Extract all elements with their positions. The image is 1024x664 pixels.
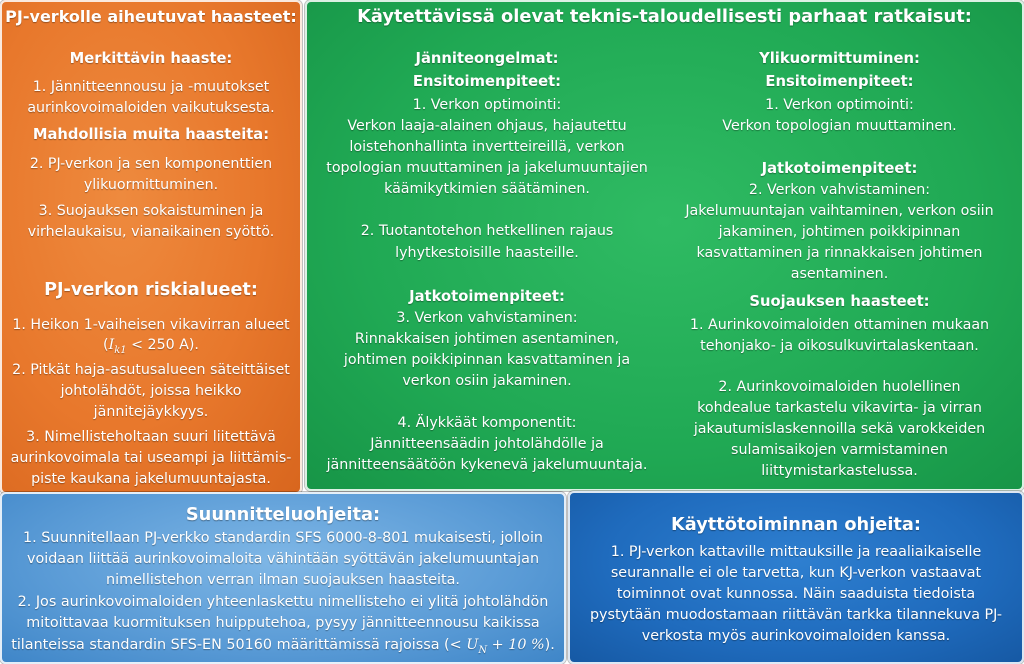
solutions-title: Käytettävissä olevat teknis-taloudellisesti parhaat ratkaisut: [357, 6, 972, 27]
voltage-line: lyhytkestoisille haasteille. [395, 245, 579, 261]
other-line: 2. PJ-verkon ja sen komponenttien [29, 156, 273, 172]
overload-line: asentaminen. [790, 266, 889, 282]
design-line: 1. Suunnitellaan PJ-verkko standardin SFS 6000-8-801 mukaisesti, jolloin [22, 530, 544, 546]
voltage-line: verkon osiin jakaminen. [402, 373, 572, 389]
overload-line: 2. Verkon vahvistaminen: [748, 182, 931, 198]
protection-line: 2. Aurinkovoimaloiden huolellinen [718, 379, 961, 395]
protection-line: tehonjako- ja oikosulkuvirtalaskentaan. [700, 338, 979, 354]
voltage-heading: Jänniteongelmat: [415, 50, 559, 67]
operation-title: Käyttötoiminnan ohjeita: [671, 515, 921, 535]
protection-line: kohdealue tarkastelu vikavirta- ja virran [697, 400, 982, 416]
risk-line: aurinkovoimala tai useampi ja liittämis- [10, 450, 292, 466]
voltage-column [307, 2, 667, 489]
voltage-line: 3. Verkon vahvistaminen: [396, 310, 578, 326]
risk-line: jännitejäykkyys. [93, 404, 209, 420]
risk-line: 2. Pitkät haja-asutusalueen säteittäiset [12, 362, 290, 378]
design-last-text: tilanteissa standardin SFS-EN 50160 määrittämissä rajoissa (< [11, 637, 467, 653]
operation-panel [568, 491, 1024, 664]
risk-line: piste kaukana jakelumuuntajasta. [31, 471, 271, 487]
voltage-further-heading: Jatkotoimenpiteet: [409, 288, 565, 305]
significant-heading: Merkittävin haaste: [69, 50, 233, 67]
design-line: voidaan liittää aurinkovoimaloita vähintään syöttävän jakelumuuntajan [26, 551, 540, 567]
voltage-line: jännitteensäätöön kykenevä jakelumuuntaja. [326, 457, 648, 473]
overload-heading: Ylikuormittuminen: [759, 50, 920, 67]
design-line: 2. Jos aurinkovoimaloiden yhteenlaskettu nimellisteho ei ylitä johtolähdön [17, 594, 549, 610]
operation-line: toiminnot ovat kunnossa. Näin saaduista tiedoista [616, 586, 976, 602]
other-heading: Mahdollisia muita haasteita: [32, 126, 270, 143]
challenges-title: PJ-verkolle aiheutuvat haasteet: [5, 7, 297, 26]
risk-line: johtolähdöt, joissa heikko [60, 383, 242, 399]
protection-line: jakautumislaskennoilla sekä varokkeiden [693, 421, 986, 437]
risk-line-formula [2, 335, 300, 361]
formula-rest: < 250 A). [126, 337, 199, 353]
voltage-line: topologian muuttaminen ja jakelumuuntajien [326, 160, 648, 176]
voltage-line: 2. Tuotantotehon hetkellinen rajaus [360, 223, 614, 239]
voltage-line: 1. Verkon optimointi: [412, 97, 562, 113]
nominal-voltage-subscript: N [478, 644, 488, 656]
overload-first-heading: Ensitoimenpiteet: [765, 73, 914, 90]
voltage-line: 4. Älykkäät komponentit: [397, 415, 577, 431]
design-line-formula [2, 635, 564, 661]
other-line: virhelaukaisu, vianaikainen syöttö. [27, 224, 275, 240]
overload-line: 1. Verkon optimointi: [765, 97, 914, 113]
solutions-panel [305, 0, 1024, 491]
operation-line: seurannalle ei ole tarvetta, kun KJ-verkon vastaavat [610, 565, 982, 581]
significant-line: aurinkovoimaloiden vaikutuksesta. [27, 100, 275, 116]
voltage-line: käämikytkimien säätäminen. [384, 181, 590, 197]
other-line: 3. Suojauksen sokaistuminen ja [38, 203, 264, 219]
significant-line: 1. Jännitteennousu ja -muutokset [32, 79, 270, 95]
voltage-line: loistehonhallinta invertteireillä, verkon [349, 139, 625, 155]
formula-paren: ( [103, 337, 109, 353]
protection-line: 1. Aurinkovoimaloiden ottaminen mukaan [689, 317, 990, 333]
voltage-first-heading: Ensitoimenpiteet: [412, 73, 562, 90]
protection-line: sulamisaikojen varmistaminen [731, 442, 948, 458]
voltage-tolerance: + 10 % [487, 637, 545, 653]
protection-heading: Suojauksen haasteet: [749, 293, 930, 310]
overload-column [657, 2, 1022, 489]
operation-line: pystytään muodostamaan riittävän tarkka tilannekuva PJ- [589, 607, 1003, 623]
fault-current-symbol: I [108, 337, 115, 353]
challenges-panel [0, 0, 302, 494]
risk-line: 3. Nimellisteholtaan suuri liitettävä [26, 429, 276, 445]
design-line: mitoittavaa kuormituksen huipputehoa, pysyy jännitteennousu kaikissa [26, 615, 540, 631]
overload-line: kasvattaminen ja rinnakkaisen johtimen [696, 245, 983, 261]
overload-line: Verkon topologian muuttaminen. [722, 118, 957, 134]
overload-line: Jakelumuuntajan vaihtaminen, verkon osiin [685, 203, 994, 219]
voltage-line: johtimen poikkipinnan kasvattaminen ja [343, 352, 631, 368]
operation-line: 1. PJ-verkon kattaville mittauksille ja reaaliaikaiselle [610, 544, 982, 560]
operation-line: verkosta myös aurinkovoimaloiden kanssa. [641, 628, 951, 644]
design-last-close: ). [544, 637, 555, 653]
design-line: nimellistehon verran ilman suojauksen haasteita. [106, 572, 460, 588]
voltage-line: Jännitteensäädin johtolähdölle ja [370, 436, 604, 452]
design-title: Suunnitteluohjeita: [185, 504, 381, 525]
overload-line: jakaminen, johtimen poikkipinnan [718, 224, 961, 240]
protection-line: liittymistarkastelussa. [761, 463, 918, 479]
voltage-line: Verkon laaja-alainen ohjaus, hajautettu [347, 118, 627, 134]
fault-current-subscript: k1 [114, 344, 127, 356]
risk-title: PJ-verkon riskialueet: [44, 280, 258, 300]
nominal-voltage-symbol: U [466, 637, 479, 653]
risk-line: 1. Heikon 1-vaiheisen vikavirran alueet [12, 317, 290, 333]
design-panel [0, 492, 566, 664]
voltage-line: Rinnakkaisen johtimen asentaminen, [354, 331, 620, 347]
other-line: ylikuormittuminen. [83, 177, 219, 193]
overload-further-heading: Jatkotoimenpiteet: [761, 160, 918, 177]
